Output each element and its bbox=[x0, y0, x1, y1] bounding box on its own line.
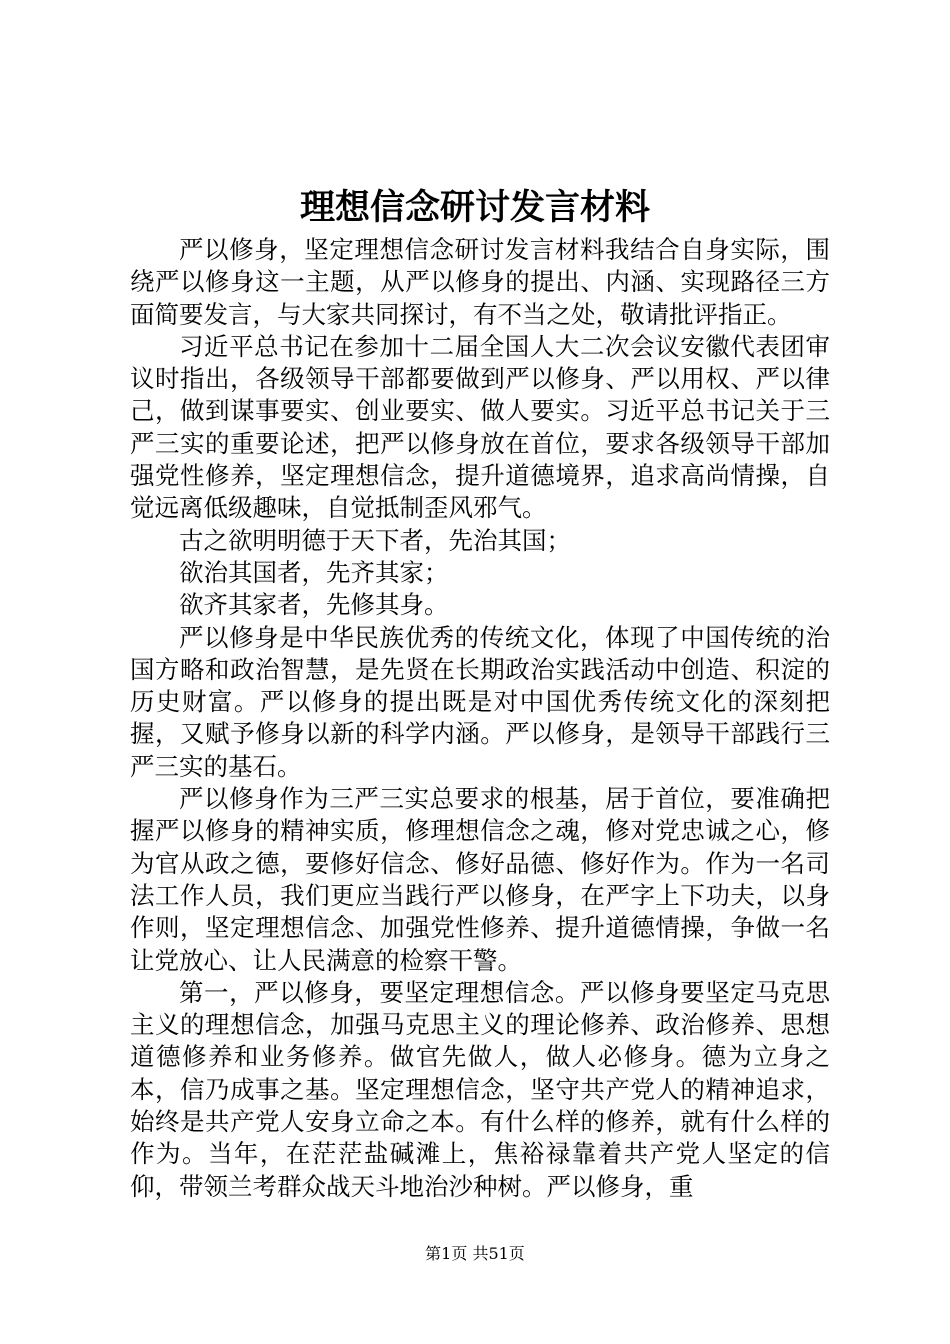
paragraph: 第一，严以修身，要坚定理想信念。严以修身要坚定马克思主义的理想信念，加强马克思主义的理论修养、政治修养、思想道德修养和业务修养。做官先做人，做人必修身。德为立身之本，信乃成事之基。坚定理想信念，坚守共产党人的精神追求，始终是共产党人安身立命之本。有什么样的修养，就有什么样的作为。当年，在茫茫盐碱滩上，焦裕禄靠着共产党人坚定的信仰，带领兰考群众战天斗地治沙种树。严以修身，重 bbox=[130, 977, 830, 1201]
document-body bbox=[130, 234, 830, 1203]
document-title: 理想信念研讨发言材料 bbox=[299, 187, 650, 228]
paragraph: 严以修身，坚定理想信念研讨发言材料我结合自身实际，围绕严以修身这一主题，从严以修身的提出、内涵、实现路径三方面简要发言，与大家共同探讨，有不当之处，敬请批评指正。 bbox=[130, 235, 830, 329]
paragraph: 欲齐其家者，先修其身。 bbox=[179, 590, 449, 620]
paragraph: 古之欲明明德于天下者，先治其国； bbox=[179, 525, 571, 555]
page-footer: 第1页 共51页 bbox=[425, 1244, 525, 1263]
paragraph: 习近平总书记在参加十二届全国人大二次会议安徽代表团审议时指出，各级领导干部都要做到严以修身、严以用权、严以律己，做到谋事要实、创业要实、做人要实。习近平总书记关于三严三实的重要论述，把严以修身放在首位，要求各级领导干部加强党性修养，坚定理想信念，提升道德境界，追求高尚情操，自觉远离低级趣味，自觉抵制歪风邪气。 bbox=[130, 331, 830, 523]
paragraph: 欲治其国者，先齐其家； bbox=[179, 557, 449, 587]
paragraph: 严以修身是中华民族优秀的传统文化，体现了中国传统的治国方略和政治智慧，是先贤在长期政治实践活动中创造、积淀的历史财富。严以修身的提出既是对中国优秀传统文化的深刻把握，又赋予修身以新的科学内涵。严以修身，是领导干部践行三严三实的基石。 bbox=[130, 622, 830, 781]
paragraph: 严以修身作为三严三实总要求的根基，居于首位，要准确把握严以修身的精神实质，修理想信念之魂，修对党忠诚之心，修为官从政之德，要修好信念、修好品德、修好作为。作为一名司法工作人员，我们更应当践行严以修身，在严字上下功夫，以身作则，坚定理想信念、加强党性修养、提升道德情操，争做一名让党放心、让人民满意的检察干警。 bbox=[130, 784, 830, 975]
